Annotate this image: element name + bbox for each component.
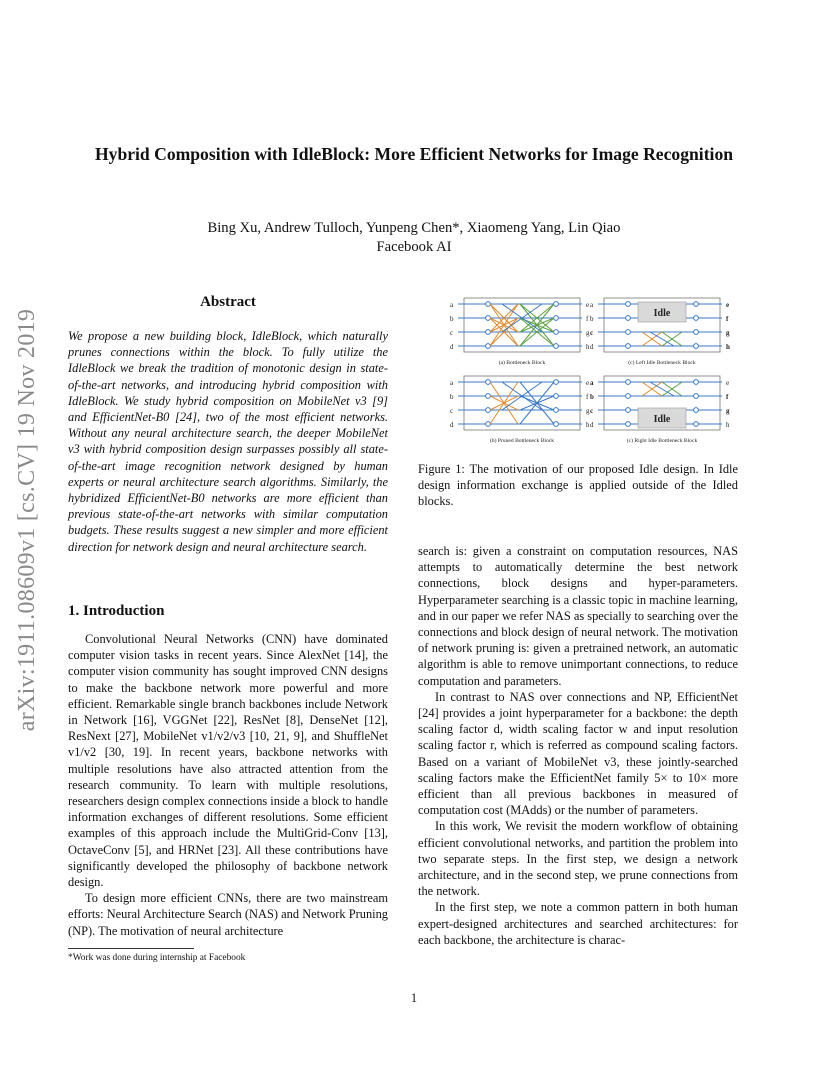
node-circle xyxy=(486,422,491,427)
node-circle xyxy=(626,344,631,349)
node-circle xyxy=(554,394,559,399)
output-label: e xyxy=(726,301,730,309)
node-circle xyxy=(626,422,631,427)
panel-caption: (c) Right Idle Bottleneck Block xyxy=(626,438,698,444)
abstract-heading: Abstract xyxy=(200,294,256,310)
output-label: h xyxy=(586,421,590,429)
panel-caption: (b) Pruned Bottleneck Block xyxy=(489,438,555,444)
node-circle xyxy=(694,394,699,399)
node-circle xyxy=(626,408,631,413)
input-label: d xyxy=(450,421,454,429)
input-label: b xyxy=(450,315,454,323)
output-label: g xyxy=(586,329,590,337)
section-heading-introduction: 1. Introduction xyxy=(68,603,165,619)
input-label: c xyxy=(450,329,454,337)
abstract-body: We propose a new building block, IdleBlock, which naturally prunes connections within the block. To fully utilize the IdleBlock we break the tradition of monotonic design in state-of-the-art networks, and introducing hybrid composition with IdleBlock. We study hybrid composition on MobileNet v3 [9] and EfficientNet-B0 [24], two of the most efficient networks. Without any neural architecture search, the deeper MobileNet v3 with hybrid composition design surpasses possibly all state-of-the-art image recognition network designed by human experts or neural architecture search algorithms. Similarly, the hybridized EfficientNet-B0 networks are more efficient than previous state-of-the-art networks with similar computation budgets. These results suggest a new simpler and more efficient direction for network design and neural architecture search. xyxy=(68,329,388,554)
node-circle xyxy=(554,408,559,413)
footnote-rule xyxy=(68,948,194,949)
node-circle xyxy=(486,316,491,321)
figure-1 xyxy=(444,294,744,450)
node-circle xyxy=(554,380,559,385)
node-circle xyxy=(554,422,559,427)
output-label: h xyxy=(726,421,730,429)
input-label: d xyxy=(590,421,594,429)
node-circle xyxy=(486,380,491,385)
output-label: f xyxy=(586,393,589,401)
output-label: g xyxy=(586,407,590,415)
input-label: b xyxy=(590,393,594,401)
paragraph: In contrast to NAS over connections and NP, EfficientNet [24] provides a joint hyperparameter for a backbone: the depth scaling factor d, width scaling factor w and input resolution scaling factor r, which is referred as compound scaling factors. Based on a variant of MobileNet v3, these jointly-searched scaling factors make the EfficientNet family 5× to 10× more efficient than all previous backbones in measured of computation cost (MAdds) or the number of parameters. xyxy=(418,689,738,818)
node-circle xyxy=(554,330,559,335)
output-label: h xyxy=(586,343,590,351)
paragraph: In this work, We revisit the modern workflow of obtaining efficient convolutional networks, and partition the problem into two separate steps. In the first step, we design a network architecture, and in the second step, we prune connections from the network. xyxy=(418,819,738,899)
node-circle xyxy=(554,302,559,307)
output-label: e xyxy=(726,379,730,387)
input-label: a xyxy=(450,301,454,309)
figure-diagram xyxy=(444,294,744,450)
node-circle xyxy=(486,394,491,399)
input-label: a xyxy=(590,301,594,309)
node-circle xyxy=(486,408,491,413)
node-circle xyxy=(694,316,699,321)
input-label: b xyxy=(450,393,454,401)
node-circle xyxy=(626,302,631,307)
node-circle xyxy=(694,302,699,307)
node-circle xyxy=(694,380,699,385)
node-circle xyxy=(626,380,631,385)
node-circle xyxy=(486,330,491,335)
panel-caption: (c) Left Idle Bottleneck Block xyxy=(628,360,696,366)
output-label: e xyxy=(586,301,590,309)
paragraph: search is: given a constraint on computation resources, NAS attempts to automatically determine the best network connections, block designs and hyper-parameters. Hyperparameter searching is a classic topic in machine learning, and in our paper we refer NAS as specially to searching over the connections and block design of neural network. The motivation of network pruning is: given a pretrained network, an automatic algorithm is able to remove unimportant connections, to reduce computation and parameters. xyxy=(418,544,738,688)
output-label: h xyxy=(726,343,730,351)
figure-caption: Figure 1: The motivation of our proposed Idle design. In Idle design information exchange is applied outside of the Idled blocks. xyxy=(418,462,738,509)
node-circle xyxy=(486,302,491,307)
input-label: d xyxy=(590,343,594,351)
input-label: c xyxy=(450,407,454,415)
input-label: d xyxy=(450,343,454,351)
output-label: f xyxy=(586,315,589,323)
paper-title: Hybrid Composition with IdleBlock: More Efficient Networks for Image Recognition xyxy=(94,144,734,164)
node-circle xyxy=(554,344,559,349)
idle-label: Idle xyxy=(653,308,671,319)
input-label: c xyxy=(590,329,594,337)
affiliation: Facebook AI xyxy=(376,239,452,255)
connection-line xyxy=(650,382,674,396)
node-circle xyxy=(626,394,631,399)
node-circle xyxy=(694,422,699,427)
input-label: a xyxy=(590,379,594,387)
left-column xyxy=(68,631,388,939)
right-column xyxy=(418,543,738,948)
panel-caption: (a) Bottleneck Block xyxy=(498,360,546,366)
node-circle xyxy=(626,316,631,321)
paragraph: Convolutional Neural Networks (CNN) have dominated computer vision tasks in recent years. Since AlexNet [14], the computer vision community has sought improved CNN designs to make the backbone network more powerful and more efficient. Remarkable single branch backbones include Network in Network [16], VGGNet [22], ResNet [8], DenseNet [12], ResNext [27], MobileNet v1/v2/v3 [10, 21, 9], and ShuffleNet v1/v2 [30, 19]. In recent years, backbone networks with multiple resolutions have also attracted attention from the research community. To learn with multiple resolutions, researchers design complex connections inside a block to handle information exchanges of different resolutions. Some efficient examples of this approach include the MultiGrid-Conv [13], OctaveConv [5], and HRNet [23]. All these contributions have significantly developed the philosophy of backbone network design. xyxy=(68,632,388,890)
input-label: c xyxy=(590,407,594,415)
footnote: *Work was done during internship at Facebook xyxy=(68,953,246,963)
output-label: e xyxy=(586,379,590,387)
output-label: g xyxy=(726,329,730,337)
input-label: b xyxy=(590,315,594,323)
node-circle xyxy=(694,330,699,335)
output-label: g xyxy=(726,407,730,415)
author-list: Bing Xu, Andrew Tulloch, Yunpeng Chen*, Xiaomeng Yang, Lin Qiao xyxy=(207,220,621,236)
paragraph: To design more efficient CNNs, there are two mainstream efforts: Neural Architecture Search (NAS) and Network Pruning (NP). The motivation of neural architecture xyxy=(68,891,388,938)
node-circle xyxy=(554,316,559,321)
node-circle xyxy=(486,344,491,349)
input-label: a xyxy=(450,379,454,387)
connection-line xyxy=(650,332,674,346)
node-circle xyxy=(694,408,699,413)
node-circle xyxy=(694,344,699,349)
idle-label: Idle xyxy=(653,414,671,425)
node-circle xyxy=(626,330,631,335)
page-number: 1 xyxy=(410,991,418,1005)
output-label: f xyxy=(726,393,729,401)
output-label: f xyxy=(726,315,729,323)
paragraph: In the first step, we note a common pattern in both human expert-designed architectures and searched architectures: for each backbone, the architecture is charac- xyxy=(418,900,738,947)
